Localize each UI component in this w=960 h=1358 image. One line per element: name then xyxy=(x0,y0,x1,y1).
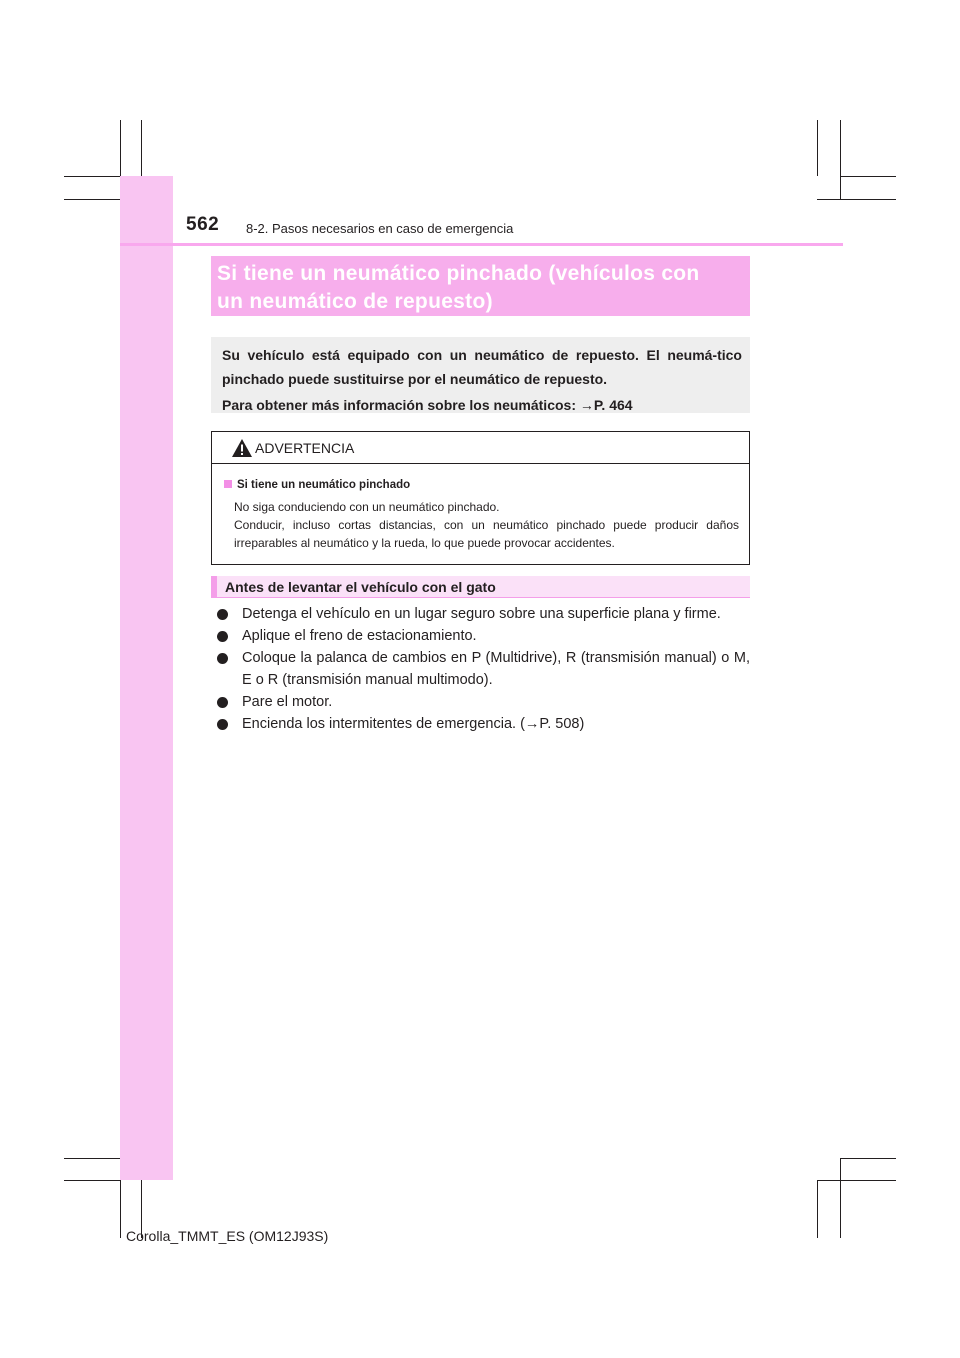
warning-text xyxy=(234,498,739,552)
list-item-text: Pare el motor. xyxy=(242,694,333,710)
section-title-line1: Si tiene un neumático pinchado (vehículos con xyxy=(217,262,700,285)
bullet-dot-icon xyxy=(217,719,228,730)
list-item xyxy=(212,647,750,691)
crop-mark xyxy=(840,176,896,177)
header-rule xyxy=(120,243,843,246)
chapter-sidebar xyxy=(120,176,173,1180)
warning-header xyxy=(212,432,749,464)
warning-line: Conducir, incluso cortas distancias, con un neumático pinchado puede producir daños irreparables al neumático y la rueda, lo que puede provocar accidentes. xyxy=(234,518,739,550)
list-item xyxy=(212,713,750,735)
crop-mark xyxy=(840,120,841,200)
list-item-text: Detenga el vehículo en un lugar seguro sobre una superficie plana y firme. xyxy=(242,606,721,622)
square-bullet-icon xyxy=(224,480,232,488)
crop-mark xyxy=(120,1180,121,1238)
warning-triangle-icon xyxy=(231,438,253,458)
crop-mark xyxy=(64,1180,120,1181)
intro-reference: Para obtener más información sobre los neumáticos: →P. 464 xyxy=(222,397,633,413)
list-item-text: Aplique el freno de estacionamiento. xyxy=(242,628,477,644)
crop-mark xyxy=(817,120,818,176)
warning-body xyxy=(212,464,749,552)
crop-mark xyxy=(817,199,896,200)
crop-mark xyxy=(120,120,121,176)
bullet-dot-icon xyxy=(217,697,228,708)
warning-box xyxy=(211,431,750,565)
list-item-text: Encienda los intermitentes de emergencia. (→P. 508) xyxy=(242,716,585,732)
footer-doc-id: Corolla_TMMT_ES (OM12J93S) xyxy=(126,1228,329,1244)
bullet-dot-icon xyxy=(217,653,228,664)
crop-mark xyxy=(64,176,120,177)
crop-mark xyxy=(840,1158,841,1238)
bullet-dot-icon xyxy=(217,631,228,642)
subsection-title: Antes de levantar el vehículo con el gato xyxy=(211,576,750,598)
crop-mark xyxy=(817,1180,896,1181)
section-header: 8-2. Pasos necesarios en caso de emergencia xyxy=(246,221,514,236)
bullet-list xyxy=(212,603,750,735)
intro-box xyxy=(211,337,750,413)
crop-mark xyxy=(817,1180,818,1238)
warning-item-title xyxy=(224,476,739,494)
warning-title: ADVERTENCIA xyxy=(255,440,355,456)
list-item-text: Coloque la palanca de cambios en P (Multidrive), R (transmisión manual) o M, E o R (transmisión manual multimodo). xyxy=(242,650,750,688)
list-item xyxy=(212,625,750,647)
page-number: 562 xyxy=(186,214,220,235)
list-item xyxy=(212,691,750,713)
warning-line: No siga conduciendo con un neumático pinchado. xyxy=(234,500,500,514)
section-title-line2: un neumático de repuesto) xyxy=(217,290,493,313)
section-title xyxy=(211,256,750,316)
list-item xyxy=(212,603,750,625)
bullet-dot-icon xyxy=(217,609,228,620)
intro-paragraph: Su vehículo está equipado con un neumático de repuesto. El neumá-tico pinchado puede sustituirse por el neumático de repuesto. xyxy=(222,347,742,387)
warning-item-label: Si tiene un neumático pinchado xyxy=(237,479,411,491)
crop-mark xyxy=(840,1158,896,1159)
